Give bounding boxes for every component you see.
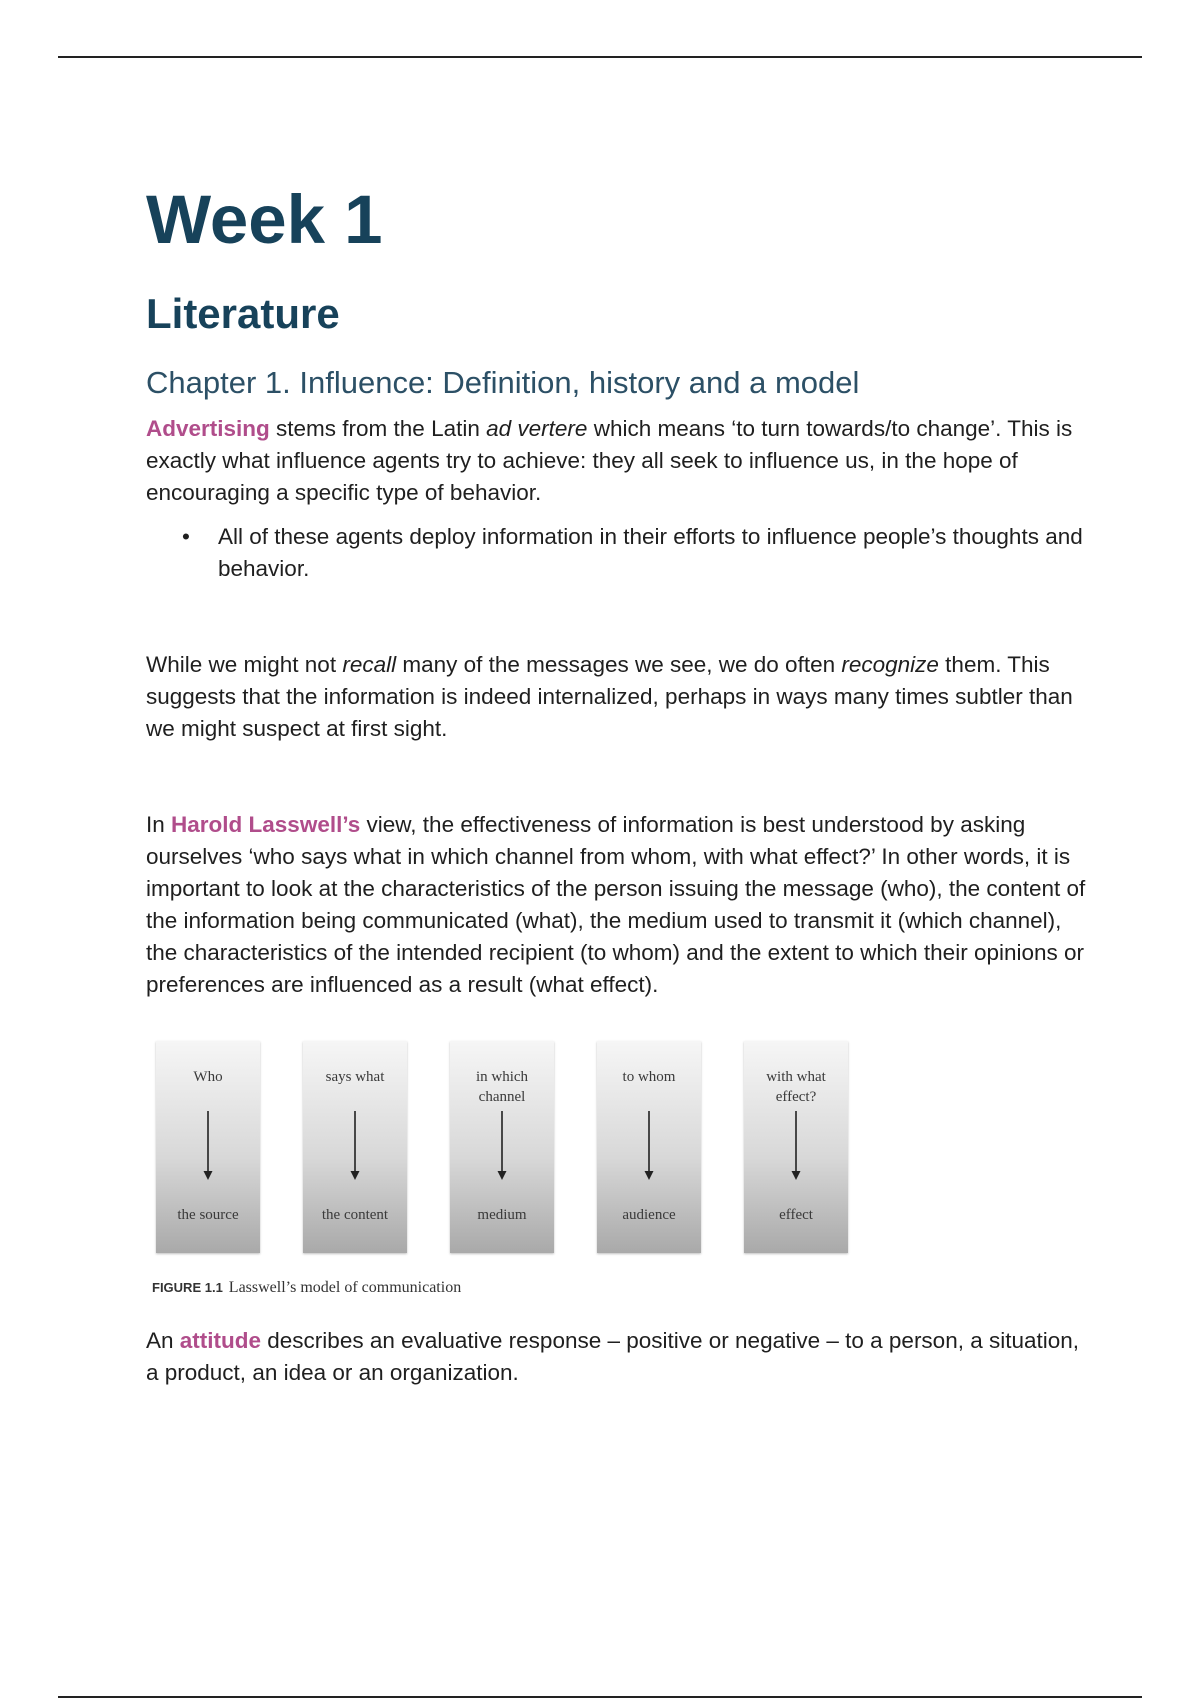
model-box-label: to whom <box>622 1068 676 1085</box>
model-box-label: says what <box>325 1068 385 1085</box>
arrow-down-icon <box>202 1111 214 1181</box>
figure-caption-text: Lasswell’s model of communication <box>228 1278 462 1296</box>
model-box-result: audience <box>622 1206 676 1223</box>
bullet-list <box>146 521 1091 585</box>
model-box-effect <box>744 1041 848 1253</box>
text-span: view, the effectiveness of information is best understood by asking ourselves ‘who says what in which channel from whom, with what effect?’ In other words, it is important to look at the characteristics of the person issuing the message (who), the content of the information being communicated (what), the medium used to transmit it (which channel), the characteristics of the intended recipient (to whom) and the extent to which their opinions or preferences are influenced as a result (what effect). <box>146 811 1086 997</box>
chapter-heading: Chapter 1. Influence: Definition, history and a model <box>146 364 860 400</box>
model-box-channel <box>450 1041 554 1253</box>
section-heading: Literature <box>146 290 340 338</box>
document-body <box>146 180 1091 1389</box>
term-attitude: attitude <box>179 1327 262 1353</box>
term-advertising: Advertising <box>146 415 270 441</box>
italic-text: recall <box>342 651 397 677</box>
italic-text: recognize <box>841 651 939 677</box>
italic-text: ad vertere <box>486 415 588 441</box>
text-span: describes an evaluative response – positive or negative – to a person, a situation, a product, an idea or an organization. <box>146 1327 1080 1385</box>
text-span: them. This suggests that the information is indeed internalized, perhaps in ways many times subtler than we might suspect at first sight. <box>146 651 1073 741</box>
list-item-text: All of these agents deploy information in their efforts to influence people’s thoughts and behavior. <box>218 523 1083 581</box>
model-box-result: the content <box>321 1206 389 1223</box>
figure-caption-label: FIGURE 1.1 <box>152 1279 223 1295</box>
page-title: Week 1 <box>146 181 383 258</box>
term-lasswell: Harold Lasswell’s <box>171 811 361 837</box>
model-box-label: with what effect? <box>766 1068 826 1105</box>
model-box-result: the source <box>177 1206 239 1223</box>
paragraph-attitude <box>146 1325 1091 1389</box>
text-span: In <box>146 811 172 837</box>
arrow-down-icon <box>496 1111 508 1181</box>
text-span: An <box>146 1327 180 1353</box>
model-box-label: in which channel <box>475 1068 529 1105</box>
bottom-rule <box>58 1696 1142 1698</box>
arrow-down-icon <box>643 1111 655 1181</box>
model-box-label: Who <box>193 1068 223 1085</box>
bullet-dot-icon: • <box>182 523 190 549</box>
paragraph-advertising <box>146 413 1091 509</box>
paragraph-lasswell <box>146 809 1091 1001</box>
figure-caption <box>152 1279 461 1297</box>
arrow-down-icon <box>349 1111 361 1181</box>
arrow-down-icon <box>790 1111 802 1181</box>
text-span: While we might not <box>146 651 343 677</box>
lasswell-model-figure <box>146 1041 1091 1321</box>
model-box-result: medium <box>477 1206 527 1223</box>
paragraph-recall <box>146 649 1091 745</box>
list-item <box>182 521 1091 585</box>
model-box-whom <box>597 1041 701 1253</box>
text-span: stems from the Latin <box>269 415 487 441</box>
model-box-who <box>156 1041 260 1253</box>
model-box-what <box>303 1041 407 1253</box>
text-span: many of the messages we see, we do often <box>396 651 842 677</box>
model-box-result: effect <box>779 1206 813 1223</box>
text-span: which means ‘to turn towards/to change’. This is exactly what influence agents try to achieve: they all seek to influence us, in the hope of encouraging a specific type of behavior. <box>146 415 1073 505</box>
top-rule <box>58 56 1142 58</box>
